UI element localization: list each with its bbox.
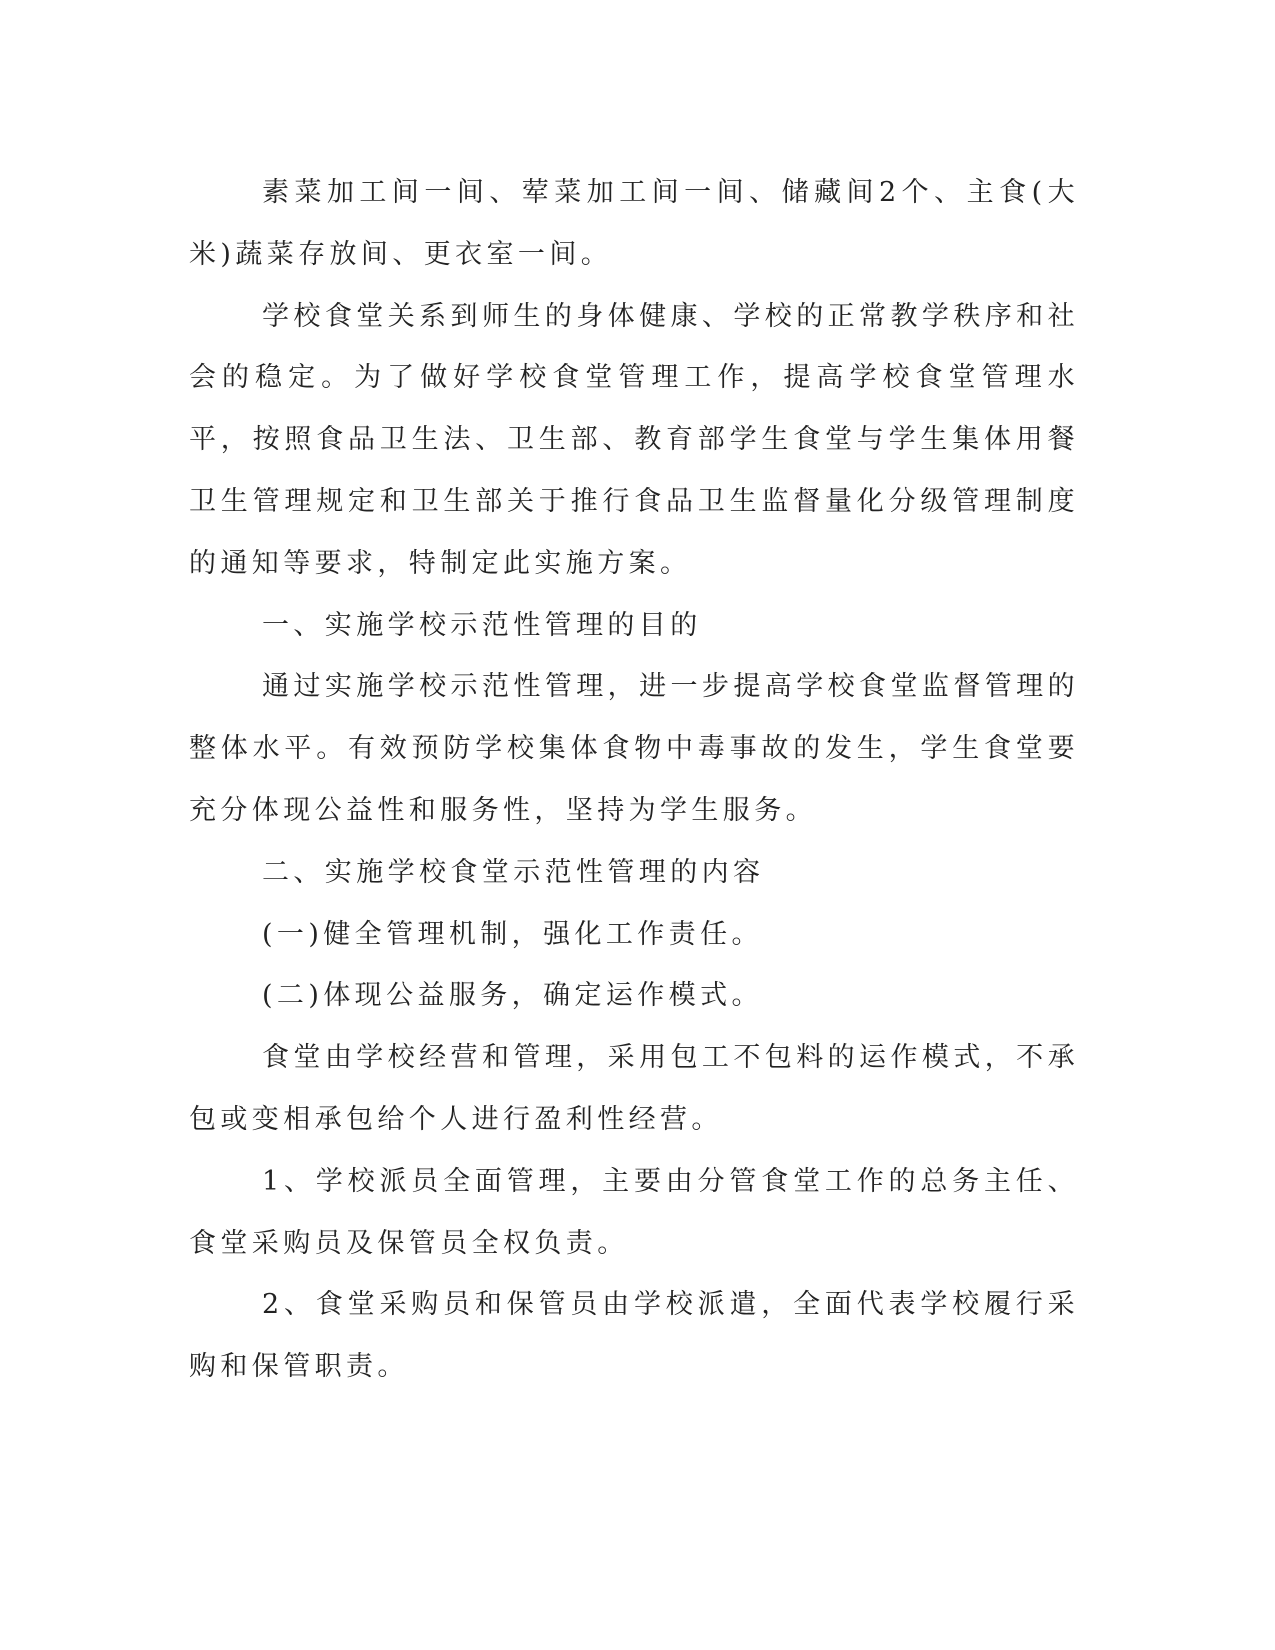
list-item-2: 2、食堂采购员和保管员由学校派遣，全面代表学校履行采购和保管职责。: [189, 1289, 1079, 1383]
paragraph-operation: 食堂由学校经营和管理，采用包工不包料的运作模式，不承包或变相承包给个人进行盈利性经营。: [189, 1042, 1079, 1135]
section-heading-content: 二、实施学校食堂示范性管理的内容: [262, 856, 765, 888]
section-heading-purpose: 一、实施学校示范性管理的目的: [262, 609, 702, 641]
list-item-1: 1、学校派员全面管理，主要由分管食堂工作的总务主任、食堂采购员及保管员全权负责。: [189, 1165, 1079, 1259]
paragraph-purpose: 通过实施学校示范性管理，进一步提高学校食堂监督管理的整体水平。有效预防学校集体食物中毒事故的发生，学生食堂要充分体现公益性和服务性，坚持为学生服务。: [189, 671, 1079, 826]
subheading-mechanism: (一)健全管理机制，强化工作责任。: [262, 918, 763, 950]
document-body: [189, 162, 1079, 1398]
paragraph-facilities: 素菜加工间一间、荤菜加工间一间、储藏间2个、主食(大米)蔬菜存放间、更衣室一间。: [189, 177, 1079, 270]
paragraph-introduction: 学校食堂关系到师生的身体健康、学校的正常教学秩序和社会的稳定。为了做好学校食堂管理工作，提高学校食堂管理水平，按照食品卫生法、卫生部、教育部学生食堂与学生集体用餐卫生管理规定和卫生部关于推行食品卫生监督量化分级管理制度的通知等要求，特制定此实施方案。: [189, 300, 1079, 579]
subheading-operation-mode: (二)体现公益服务，确定运作模式。: [262, 980, 763, 1012]
